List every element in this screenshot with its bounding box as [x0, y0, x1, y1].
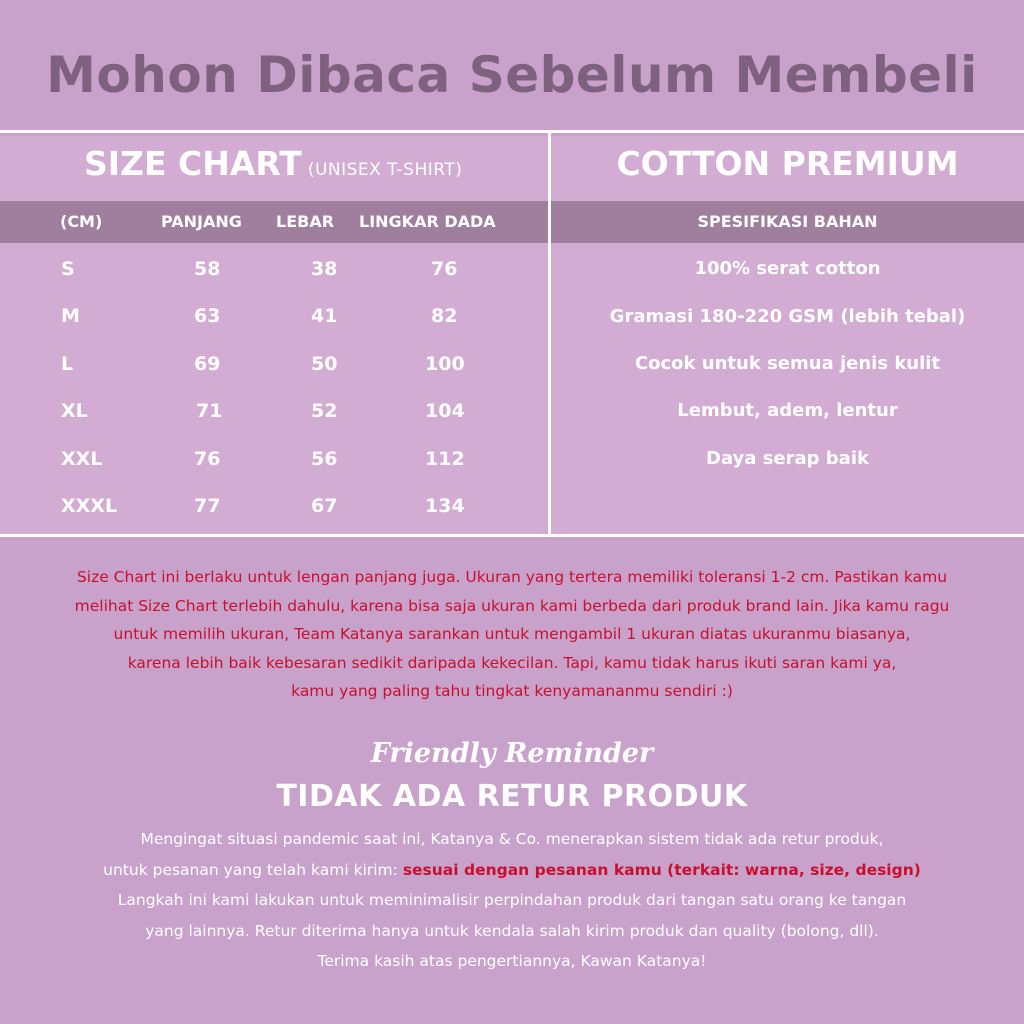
spec-item: Daya serap baik [706, 448, 869, 469]
lebar-value: 52 [311, 400, 338, 422]
lingkar-dada-value: 76 [431, 258, 458, 280]
reminder-line [20, 855, 1004, 886]
reminder-line: Mengingat situasi pandemic saat ini, Katanya & Co. menerapkan sistem tidak ada retur produk, [140, 830, 884, 848]
panjang-value: 76 [194, 448, 221, 470]
lingkar-dada-value: 82 [431, 305, 458, 327]
reminder-line: Terima kasih atas pengertiannya, Kawan Katanya! [317, 952, 707, 970]
lebar-value: 50 [311, 353, 338, 375]
size-label: L [61, 353, 74, 375]
size-chart-title [84, 144, 462, 183]
spec-item: Cocok untuk semua jenis kulit [634, 353, 941, 374]
lebar-value: 56 [311, 448, 338, 470]
lingkar-dada-value: 112 [425, 448, 465, 470]
spec-header: SPESIFIKASI BAHAN [697, 212, 878, 231]
page-heading: Mohon Dibaca Sebelum Membeli [46, 46, 978, 104]
reminder-line-text: untuk pesanan yang telah kami kirim: [103, 860, 403, 879]
note-line: kamu yang paling tahu tingkat kenyamananmu sendiri :) [291, 682, 733, 700]
panjang-value: 63 [194, 305, 221, 327]
cotton-panel [551, 136, 1024, 534]
size-label: XXL [61, 448, 103, 470]
note-line: melihat Size Chart terlebih dahulu, karena bisa saja ukuran kami berbeda dari produk brand lain. Jika kamu ragu [74, 596, 950, 615]
spec-item: 100% serat cotton [694, 258, 881, 279]
lebar-value: 67 [311, 495, 338, 517]
spec-item: Gramasi 180-220 GSM (lebih tebal) [609, 306, 966, 327]
column-header-lingkar-dada: LINGKAR DADA [359, 212, 496, 231]
size-chart-note [20, 563, 1004, 706]
lingkar-dada-value: 104 [425, 400, 465, 422]
lingkar-dada-value: 134 [425, 495, 465, 517]
lebar-value: 38 [311, 258, 338, 280]
size-label: XL [61, 400, 88, 422]
panjang-value: 69 [194, 353, 221, 375]
reminder-line: Langkah ini kami lakukan untuk meminimalisir perpindahan produk dari tangan satu orang ke tangan [117, 891, 907, 909]
note-line: Size Chart ini berlaku untuk lengan panjang juga. Ukuran yang tertera memiliki toleransi 1-2 cm. Pastikan kamu [76, 568, 948, 586]
size-label: XXXL [61, 495, 118, 517]
bottom-divider [0, 534, 1024, 537]
panjang-value: 71 [196, 400, 223, 422]
no-return-title: TIDAK ADA RETUR PRODUK [276, 779, 748, 814]
lingkar-dada-value: 100 [425, 353, 465, 375]
size-chart-panel [0, 136, 548, 534]
panjang-value: 77 [194, 495, 221, 517]
size-chart-title-text: SIZE CHART [84, 144, 302, 183]
panjang-value: 58 [194, 258, 221, 280]
lebar-value: 41 [311, 305, 338, 327]
column-header-cm: (CM) [60, 212, 103, 231]
column-header-lebar: LEBAR [276, 212, 335, 231]
size-label: S [61, 258, 75, 280]
column-header-panjang: PANJANG [161, 212, 242, 231]
note-line: untuk memilih ukuran, Team Katanya sarankan untuk mengambil 1 ukuran diatas ukuranmu biasanya, [113, 625, 911, 643]
friendly-reminder-script: Friendly Reminder [370, 738, 654, 769]
top-divider [0, 130, 1024, 133]
size-chart-subtitle: (UNISEX T-SHIRT) [307, 160, 463, 180]
note-line: karena lebih baik kebesaran sedikit daripada kekecilan. Tapi, kamu tidak harus ikuti saran kami ya, [127, 653, 897, 672]
reminder-highlight: sesuai dengan pesanan kamu (terkait: warna, size, design) [402, 860, 921, 879]
reminder-paragraph [20, 824, 1004, 977]
spec-item: Lembut, adem, lentur [677, 400, 898, 421]
vertical-divider [548, 133, 551, 537]
size-label: M [61, 305, 80, 327]
reminder-line: yang lainnya. Retur diterima hanya untuk kendala salah kirim produk dan quality (bolong, dll). [145, 921, 879, 940]
cotton-title: COTTON PREMIUM [616, 144, 959, 183]
